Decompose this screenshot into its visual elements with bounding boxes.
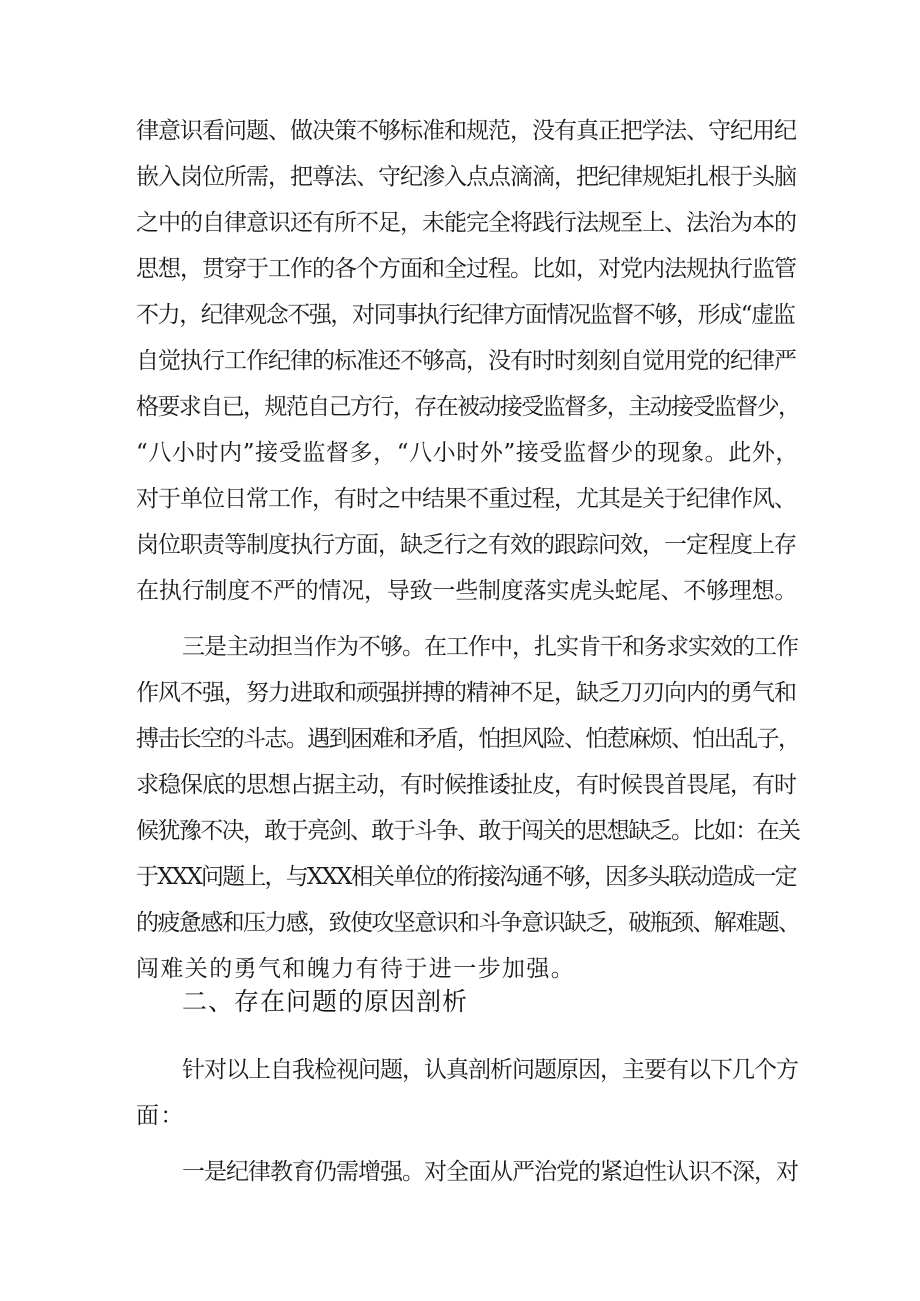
text-line: 候犹豫不决，敢于亮剑、敢于斗争、敢于闯关的思想缺乏。比如：在关 [136, 818, 800, 844]
text-line: 不力，纪律观念不强，对同事执行纪律方面情况监督不够，形成“虚监 [136, 302, 795, 328]
text-line: 闯难关的勇气和魄力有待于进一步加强。 [136, 956, 576, 982]
text-line: 律意识看问题、做决策不够标准和规范，没有真正把学法、守纪用纪 [136, 118, 796, 144]
text-line: 嵌入岗位所需，把尊法、守纪渗入点点滴滴，把纪律规矩扎根于头脑 [136, 164, 796, 190]
text-line: “八小时内”接受监督多，“八小时外”接受监督少的现象。此外， [136, 440, 800, 466]
text-line: 一是纪律教育仍需增强。对全面从严治党的紧迫性认识不深，对 [182, 1159, 798, 1185]
text-line: 思想，贯穿于工作的各个方面和全过程。比如，对党内法规执行监管 [136, 256, 796, 282]
text-line: 作风不强，努力进取和顽强拼搏的精神不足，缺乏刀刃向内的勇气和 [136, 680, 796, 706]
text-line: 搏击长空的斗志。遇到困难和矛盾，怕担风险、怕惹麻烦、怕出乱子， [136, 726, 800, 752]
text-line: 之中的自律意识还有所不足，未能完全将践行法规至上、法治为本的 [136, 210, 796, 236]
text-line: 求稳保底的思想占据主动，有时候推诿扯皮，有时候畏首畏尾，有时 [136, 772, 796, 798]
text-line: 岗位职责等制度执行方面，缺乏行之有效的跟踪问效，一定程度上存 [136, 532, 796, 558]
text-line: 在执行制度不严的情况，导致一些制度落实虎头蛇尾、不够理想。 [136, 578, 798, 604]
text-line: 针对以上自我检视问题，认真剖析问题原因，主要有以下几个方 [182, 1057, 798, 1083]
text-line: 格要求自已，规范自己方行，存在被动接受监督多，主动接受监督少， [136, 394, 800, 420]
text-line: 三是主动担当作为不够。在工作中，扎实肯干和务求实效的工作 [182, 634, 798, 660]
text-line: 面： [136, 1103, 185, 1129]
text-line: 的疲惫感和压力感，致使攻坚意识和斗争意识缺乏，破瓶颈、解难题、 [136, 910, 800, 936]
text-line: 于XXX问题上，与XXX相关单位的衔接沟通不够，因多头联动造成一定 [136, 864, 796, 890]
section-heading: 二、存在问题的原因剖析 [182, 987, 469, 1016]
text-line: 对于单位日常工作，有时之中结果不重过程，尤其是关于纪律作风、 [136, 486, 796, 512]
text-line: 自觉执行工作纪律的标准还不够高，没有时时刻刻自觉用党的纪律严 [136, 348, 796, 374]
